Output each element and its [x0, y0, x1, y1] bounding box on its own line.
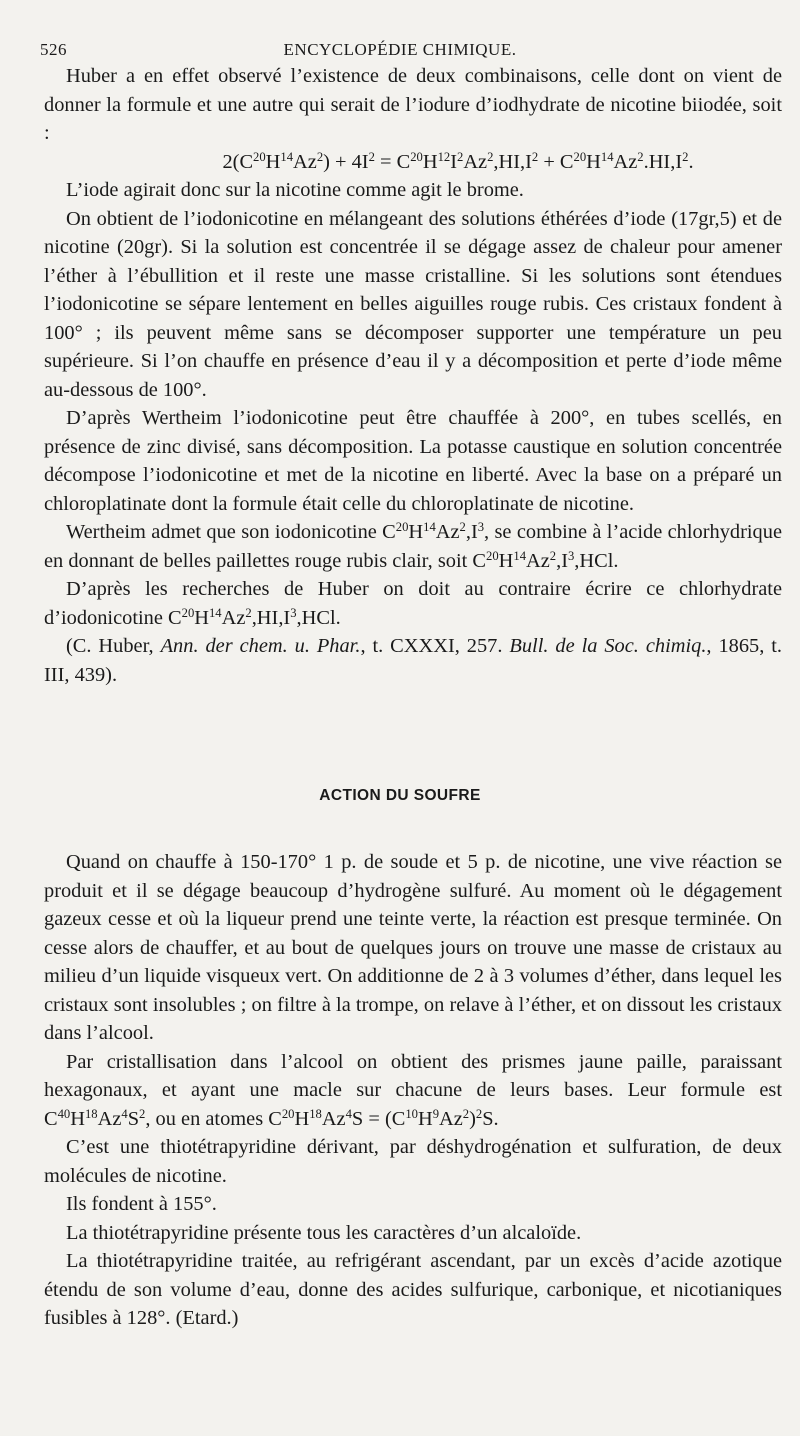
journal-title-ann: Ann. der chem. u. Phar.	[160, 635, 361, 657]
paragraph-iode-brome: L’iode agirait donc sur la nicotine comme agit le brome.	[66, 179, 524, 201]
paragraph-thiotetrapyridine-origin: C’est une thiotétrapyridine dérivant, par déshydrogénation et sulfuration, de deux molécules de nicotine.	[44, 1136, 782, 1187]
paragraph-melting-point: Ils fondent à 155°.	[66, 1193, 217, 1215]
bibliographic-reference: (C. Huber, Ann. der chem. u. Phar., t. CXXXI, 257. Bull. de la Soc. chimiq., 1865, t. III, 439).	[44, 635, 783, 686]
section-iodine	[44, 62, 782, 689]
equation-iodine-reaction: $2(C^{20}H^{14}Az^2) + 4I^2 = C^{20}H^{12}I^2Az^2,HI,I^2 + C^{20}H^{14}Az^2.HI,I^2$.	[222, 149, 694, 173]
paragraph-nitric-acid: La thiotétrapyridine traitée, au refrigérant ascendant, par un excès d’acide azotique étendu de son volume d’eau, donne des acides sulfurique, carbonique, et nicotianiques fusibles à 128°. (Etard.)	[44, 1250, 782, 1329]
paragraph-wertheim-heating: D’après Wertheim l’iodonicotine peut être chauffée à 200°, en tubes scellés, en présence de zinc divisé, sans décomposition. La potasse caustique en solution concentrée décompose l’iodonicotine et met de la nicotine en liberté. Avec la base on a préparé un chloroplatinate dont la formule était celle du chloroplatinate de nicotine.	[44, 407, 782, 515]
paragraph-preparation: On obtient de l’iodonicotine en mélangeant des solutions éthérées d’iode (17gr,5) et de nicotine (20gr). Si la solution est concentrée il se dégage assez de chaleur pour amener l’éther à l’ébullition et il reste une masse cristalline. Si les solutions sont étendues l’iodonicotine se sépare lentement en belles aiguilles rouge rubis. Ces cristaux fondent à 100° ; ils peuvent même sans se décomposer supporter une température un peu supérieure. Si l’on chauffe en présence d’eau il y a décomposition et perte d’iode même au-dessous de 100°.	[44, 207, 782, 401]
paragraph-sulfur-reaction: Quand on chauffe à 150-170° 1 p. de soude et 5 p. de nicotine, une vive réaction se produit et il se dégage beaucoup d’hydrogène sulfuré. Au moment où le dégagement gazeux cesse et où la liqueur prend une teinte verte, la réaction est presque terminée. On cesse alors de chauffer, et au bout de quelques jours on trouve une masse de cristaux au milieu d’un liquide visqueux vert. On additionne de 2 à 3 volumes d’éther, dans lequel les cristaux sont insolubles ; on filtre à la trompe, on relave à l’éther, et on dissout les cristaux dans l’alcool.	[44, 851, 782, 1044]
paragraph-alkaloid: La thiotétrapyridine présente tous les caractères d’un alcaloïde.	[66, 1221, 582, 1244]
section-heading: ACTION DU SOUFRE	[319, 787, 481, 804]
paragraph-crystallisation: Par cristallisation dans l’alcool on obtient des prismes jaune paille, paraissant hexagonaux, et ayant une macle sur chacune de leurs bases. Leur formule est $C^{40}H^{18}Az^4S^2$, ou en atomes $C^{20}H^{18}Az^4S = (C^{10}H^9Az^2)^2S$.	[44, 1050, 782, 1130]
paragraph-huber-combinations: Huber a en effet observé l’existence de deux combinaisons, celle dont on vient de donner la formule et une autre qui serait de l’iodure d’iodhydrate de nicotine biiodée, soit :	[44, 65, 782, 144]
journal-title-bull: Bull. de la Soc. chimiq.	[509, 635, 707, 657]
paragraph-huber-chlorhydrate: D’après les recherches de Huber on doit au contraire écrire ce chlorhydrate d’iodonicotine $C^{20}H^{14}Az^2,HI,I^3,HCl$.	[44, 578, 782, 629]
section-sulfur	[44, 848, 782, 1333]
paragraph-wertheim-formula: Wertheim admet que son iodonicotine $C^{20}H^{14}Az^2,I^3$, se combine à l’acide chlorhydrique en donnant de belles paillettes rouge rubis clair, soit $C^{20}H^{14}Az^2,I^3,HCl$.	[44, 520, 782, 572]
page-number: 526	[40, 40, 67, 59]
page-header	[40, 40, 760, 64]
running-title: ENCYCLOPÉDIE CHIMIQUE.	[283, 40, 517, 59]
